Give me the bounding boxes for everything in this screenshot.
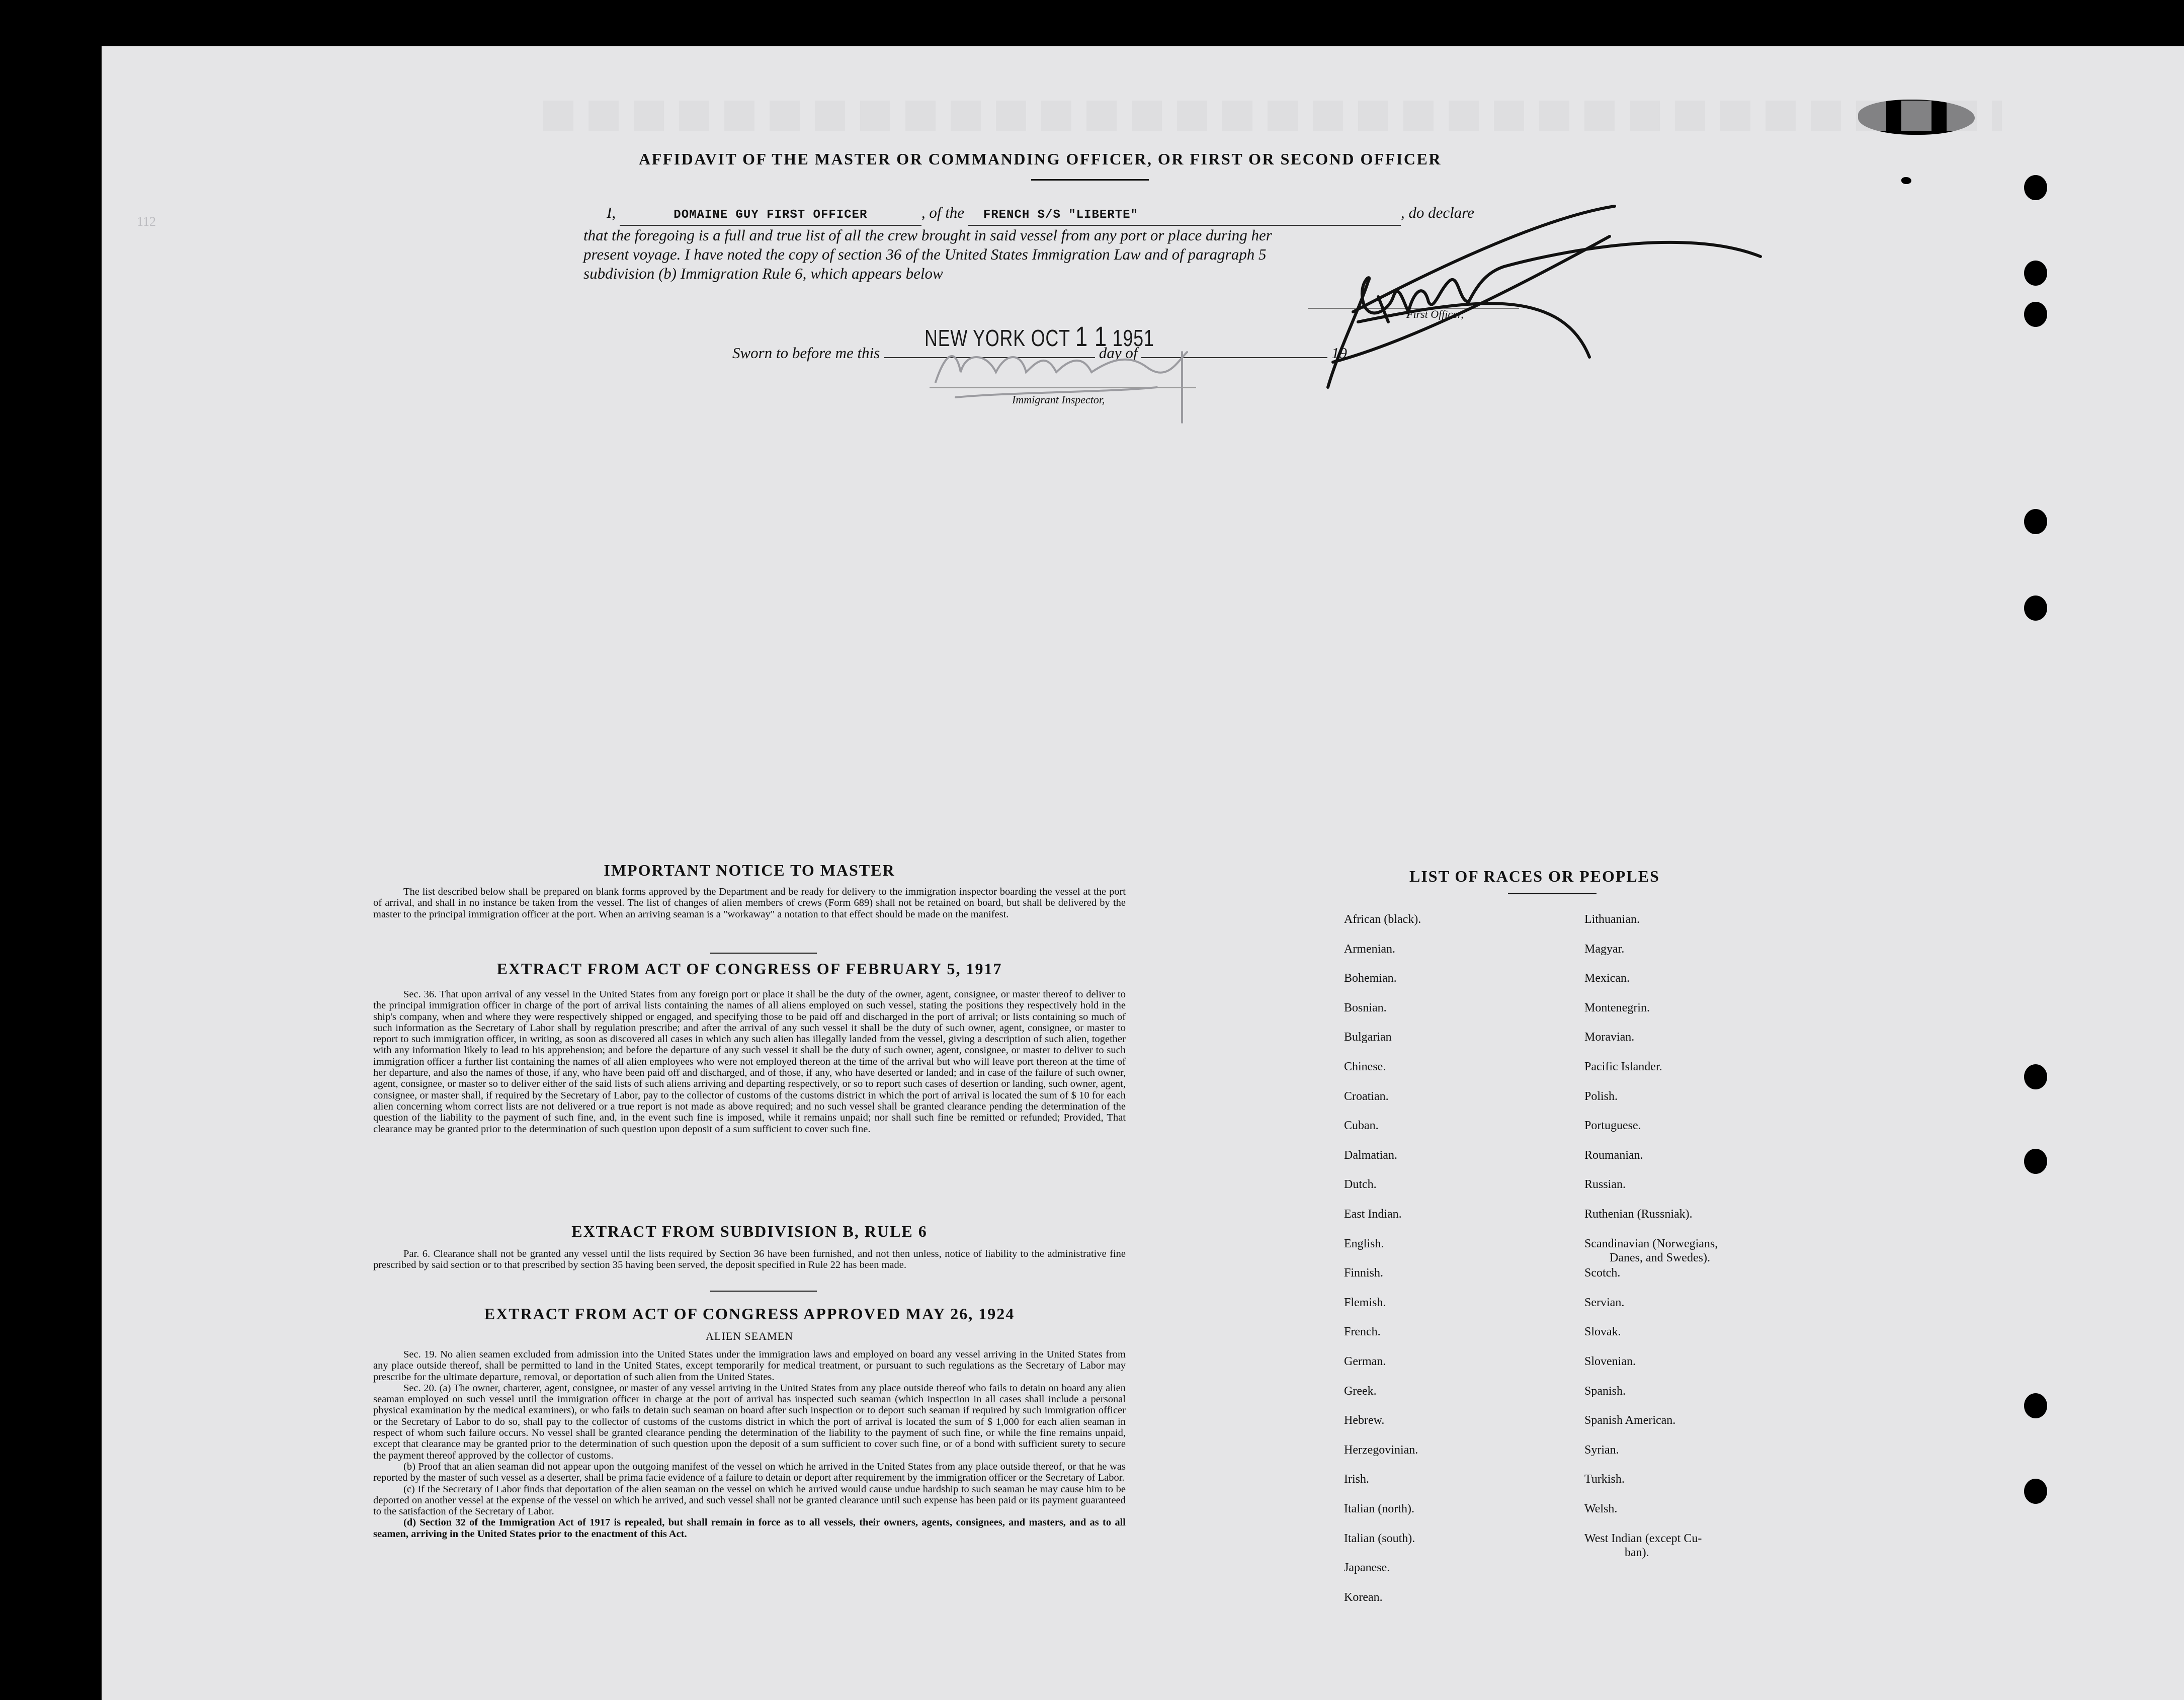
race-item: Finnish. (1344, 1266, 1384, 1280)
race-item: Roumanian. (1584, 1149, 1643, 1162)
stamp-place: NEW YORK OCT (925, 325, 1070, 351)
stamp-day: 1 1 (1075, 320, 1107, 352)
race-item: Italian (south). (1344, 1532, 1415, 1545)
race-item: Scotch. (1584, 1266, 1621, 1280)
race-item: East Indian. (1344, 1208, 1402, 1221)
officer-caption: First Officer, (1406, 308, 1464, 320)
race-item: Slovenian. (1584, 1355, 1636, 1368)
race-item: Welsh. (1584, 1502, 1618, 1515)
race-item: Scandinavian (Norwegians, (1584, 1237, 1718, 1250)
of-the-text: , of the (921, 204, 965, 221)
day-of-text: day of (1099, 344, 1138, 362)
extract-1924-sec20c: (c) If the Secretary of Labor finds that deportation of the alien seaman on the vessel on which he arrived would cause undue hardship to such seaman he may cause him to be deported on another vessel at the expense of the vessel on which he arrived, and such vessel shall not be granted clearance until such expense has been paid or its payment guaranteed to the satisfaction of the Secretary of Labor. (373, 1483, 1126, 1517)
race-item: Dalmatian. (1344, 1149, 1397, 1162)
subdivision-b-text (373, 1248, 1126, 1271)
race-item: Danes, and Swedes). (1610, 1251, 1710, 1264)
declaration-line-2: that the foregoing is a full and true list of all the crew brought in said vessel from any port or place during her (583, 226, 1272, 244)
extract-1924-subtitle: ALIEN SEAMEN (706, 1330, 793, 1342)
do-declare-text: , do declare (1400, 204, 1474, 221)
race-item: Russian. (1584, 1178, 1626, 1191)
extract-1924-sec20a: Sec. 20. (a) The owner, charterer, agent, consignee, or master of any vessel arriving in the United States from any place outside thereof who fails to detain on board any alien seaman employed on such vessel until the immigration officer in charge at the port of arrival has inspected such seaman (which inspection in all cases shall include a personal physical examination by the medical examiners), or who fails to detain such seaman on board after such inspection or to deport such seaman if required by such immigration officer or the Secretary of Labor to do so, shall pay to the collector of customs of the customs district in which the port of arrival is located the sum of $ 1,000 for each alien seaman in respect of whom such failure occurs. No vessel shall be granted clearance pending the determination of the liability to the payment of such fine, or while the fine remains unpaid, except that clearance may be granted prior to the determination of such question upon the deposit of a sum sufficient to cover such fine, or of a bond with sufficient surety to secure the payment thereof approved by the collector of customs. (373, 1382, 1126, 1461)
race-item: Bulgarian (1344, 1031, 1392, 1044)
race-item: Korean. (1344, 1591, 1383, 1604)
race-item: West Indian (except Cu- (1584, 1532, 1702, 1545)
extract-1917-text (373, 989, 1126, 1135)
extract-1924-sec20b: (b) Proof that an alien seaman did not appear upon the outgoing manifest of the vessel on which he arrived in the United States from any place outside thereof, or that he was reported by the master of such vessel as a deserter, shall be prima facie evidence of a failure to detain or deport after requirement by the immigration officer or the Secretary of Labor. (373, 1461, 1126, 1484)
race-item: Italian (north). (1344, 1502, 1414, 1515)
extract-1924-sec20d: (d) Section 32 of the Immigration Act of 1917 is repealed, but shall remain in force as to all vessels, their owners, agents, consignees, and masters, and as to all seamen, arriving in the United States prior to the enactment of this Act. (373, 1517, 1126, 1540)
declaration-line-3: present voyage. I have noted the copy of section 36 of the United States Immigration Law and of paragraph 5 (583, 245, 1267, 263)
notice-text (373, 886, 1126, 920)
extract-1924-title: EXTRACT FROM ACT OF CONGRESS APPROVED MAY 26, 1924 (484, 1305, 1015, 1323)
race-item: Pacific Islander. (1584, 1060, 1662, 1073)
extract-1924-sec19: Sec. 19. No alien seamen excluded from admission into the United States under the immigration laws and employed on board any vessel arriving in the United States from any place outside thereof, shall be permitted to land in the United States, except temporarily for medical treatment, or pursuant to such regulations as the Secretary of Labor may prescribe for the ultimate departure, removal, or deportation of such alien from the United States. (373, 1349, 1126, 1383)
officer-signature (1328, 206, 1760, 387)
race-item: Chinese. (1344, 1060, 1386, 1073)
race-item: Polish. (1584, 1090, 1618, 1103)
notice-title: IMPORTANT NOTICE TO MASTER (604, 861, 895, 879)
officer-name: DOMAINE GUY FIRST OFFICER (674, 208, 868, 222)
divider (710, 1291, 817, 1292)
declaration-line-4: subdivision (b) Immigration Rule 6, which appears below (583, 265, 943, 282)
notice-paragraph: The list described below shall be prepared on blank forms approved by the Department and be ready for delivery to the immigration inspector boarding the vessel at the port of arrival, and shall in no instance be taken from the vessel. The list of changes of alien members of crews (Form 689) shall not be retained on board, but shall be delivered by the master to the principal immigration officer at the port. When an arriving seaman is a "workaway" a notation to that effect should be made on the manifest. (373, 886, 1126, 920)
race-item: French. (1344, 1325, 1381, 1338)
race-item: German. (1344, 1355, 1386, 1368)
divider (1508, 893, 1597, 894)
race-item: Mexican. (1584, 972, 1630, 985)
race-item: Greek. (1344, 1385, 1377, 1398)
inspector-signature (936, 352, 1187, 422)
subdivision-b-title: EXTRACT FROM SUBDIVISION B, RULE 6 (571, 1222, 928, 1240)
race-item: Spanish American. (1584, 1414, 1676, 1427)
sworn-text: Sworn to before me this (732, 344, 880, 362)
race-item: Servian. (1584, 1296, 1625, 1309)
race-item: Irish. (1344, 1473, 1369, 1486)
affidavit-title: AFFIDAVIT OF THE MASTER OR COMMANDING OFFICER, OR FIRST OR SECOND OFFICER (639, 150, 1442, 168)
declaration-prefix: I, (607, 204, 616, 221)
race-item: Flemish. (1344, 1296, 1386, 1309)
race-item: English. (1344, 1237, 1384, 1250)
races-title: LIST OF RACES OR PEOPLES (1409, 867, 1660, 885)
year-prefix: 19 (1331, 344, 1347, 362)
race-item: Ruthenian (Russniak). (1584, 1208, 1693, 1221)
margin-note: 112 (137, 214, 156, 229)
race-item: Dutch. (1344, 1178, 1377, 1191)
stamp-year: 1951 (1112, 325, 1154, 351)
race-item: African (black). (1344, 913, 1421, 926)
extract-1917-paragraph: Sec. 36. That upon arrival of any vessel in the United States from any foreign port or place it shall be the duty of the owner, agent, consignee, or master thereof to deliver to the principal immigration officer in charge of the port of arrival lists containing the names of all aliens employed on such vessel, stating the positions they respectively hold in the ship's company, when and where they were respectively shipped or engaged, and specifying those to be paid off and discharged in the port of arrival; or lists containing so much of such information as the Secretary of Labor shall by regulation prescribe; and after the arrival of any such vessel it shall be the duty of such owner, agent, consignee, or master to report to such immigration officer, in writing, as soon as discovered all cases in which any such alien has illegally landed from the vessel, giving a description of such alien, together with any information likely to lead to his apprehension; and before the departure of any such vessel it shall be the duty of such owner, agent, consignee, or master to deliver to such immigration officer a further list containing the names of all alien employees who were not employed thereon at the time of the arrival but who will leave port thereon at the time of her departure, and also the names of those, if any, who have been paid off and discharged, and of those, if any, who have deserted or landed; and in case of the failure of such owner, agent, consignee, or master so to deliver either of the said lists of such aliens arriving and departing respectively, or so to report such cases of desertion or landing, such owner, agent, consignee, or master shall, if required by the Secretary of Labor, pay to the collector of customs of the customs district in which the port of arrival is located the sum of $ 10 for each alien concerning whom correct lists are not delivered or a true report is not made as above required; and no such vessel shall be granted clearance pending the determination of the question of the liability to the payment of such fine, and, in the event such fine is imposed, while it remains unpaid; nor shall such fine be remitted or refunded; Provided, That clearance may be granted prior to the determination of such question upon deposit of a sum sufficient to cover such fine. (373, 989, 1126, 1135)
race-item: Syrian. (1584, 1443, 1619, 1457)
divider (710, 953, 817, 954)
race-item: Hebrew. (1344, 1414, 1385, 1427)
race-item: Bosnian. (1344, 1001, 1387, 1014)
race-item: ban). (1625, 1546, 1649, 1559)
race-item: Turkish. (1584, 1473, 1625, 1486)
vessel-name: FRENCH S/S "LIBERTE" (983, 208, 1138, 222)
race-item: Cuban. (1344, 1119, 1379, 1132)
race-item: Bohemian. (1344, 972, 1397, 985)
race-item: Croatian. (1344, 1090, 1389, 1103)
extract-1917-title: EXTRACT FROM ACT OF CONGRESS OF FEBRUARY 5, 1917 (496, 960, 1002, 978)
race-item: Slovak. (1584, 1325, 1621, 1338)
race-item: Spanish. (1584, 1385, 1626, 1398)
race-item: Herzegovinian. (1344, 1443, 1418, 1457)
race-item: Magyar. (1584, 943, 1625, 956)
extract-1924-text (373, 1349, 1126, 1540)
race-item: Montenegrin. (1584, 1001, 1650, 1014)
inspector-caption: Immigrant Inspector, (1012, 393, 1105, 406)
race-item: Armenian. (1344, 943, 1395, 956)
race-item: Moravian. (1584, 1031, 1635, 1044)
race-item: Lithuanian. (1584, 913, 1640, 926)
subdivision-b-paragraph: Par. 6. Clearance shall not be granted any vessel until the lists required by Section 36 have been furnished, and not then unless, notice of liability to the administrative fine prescribed by said section or to that prescribed by section 35 having been served, the deposit specified in Rule 22 has been made. (373, 1248, 1126, 1271)
race-item: Japanese. (1344, 1561, 1390, 1574)
race-item: Portuguese. (1584, 1119, 1641, 1132)
